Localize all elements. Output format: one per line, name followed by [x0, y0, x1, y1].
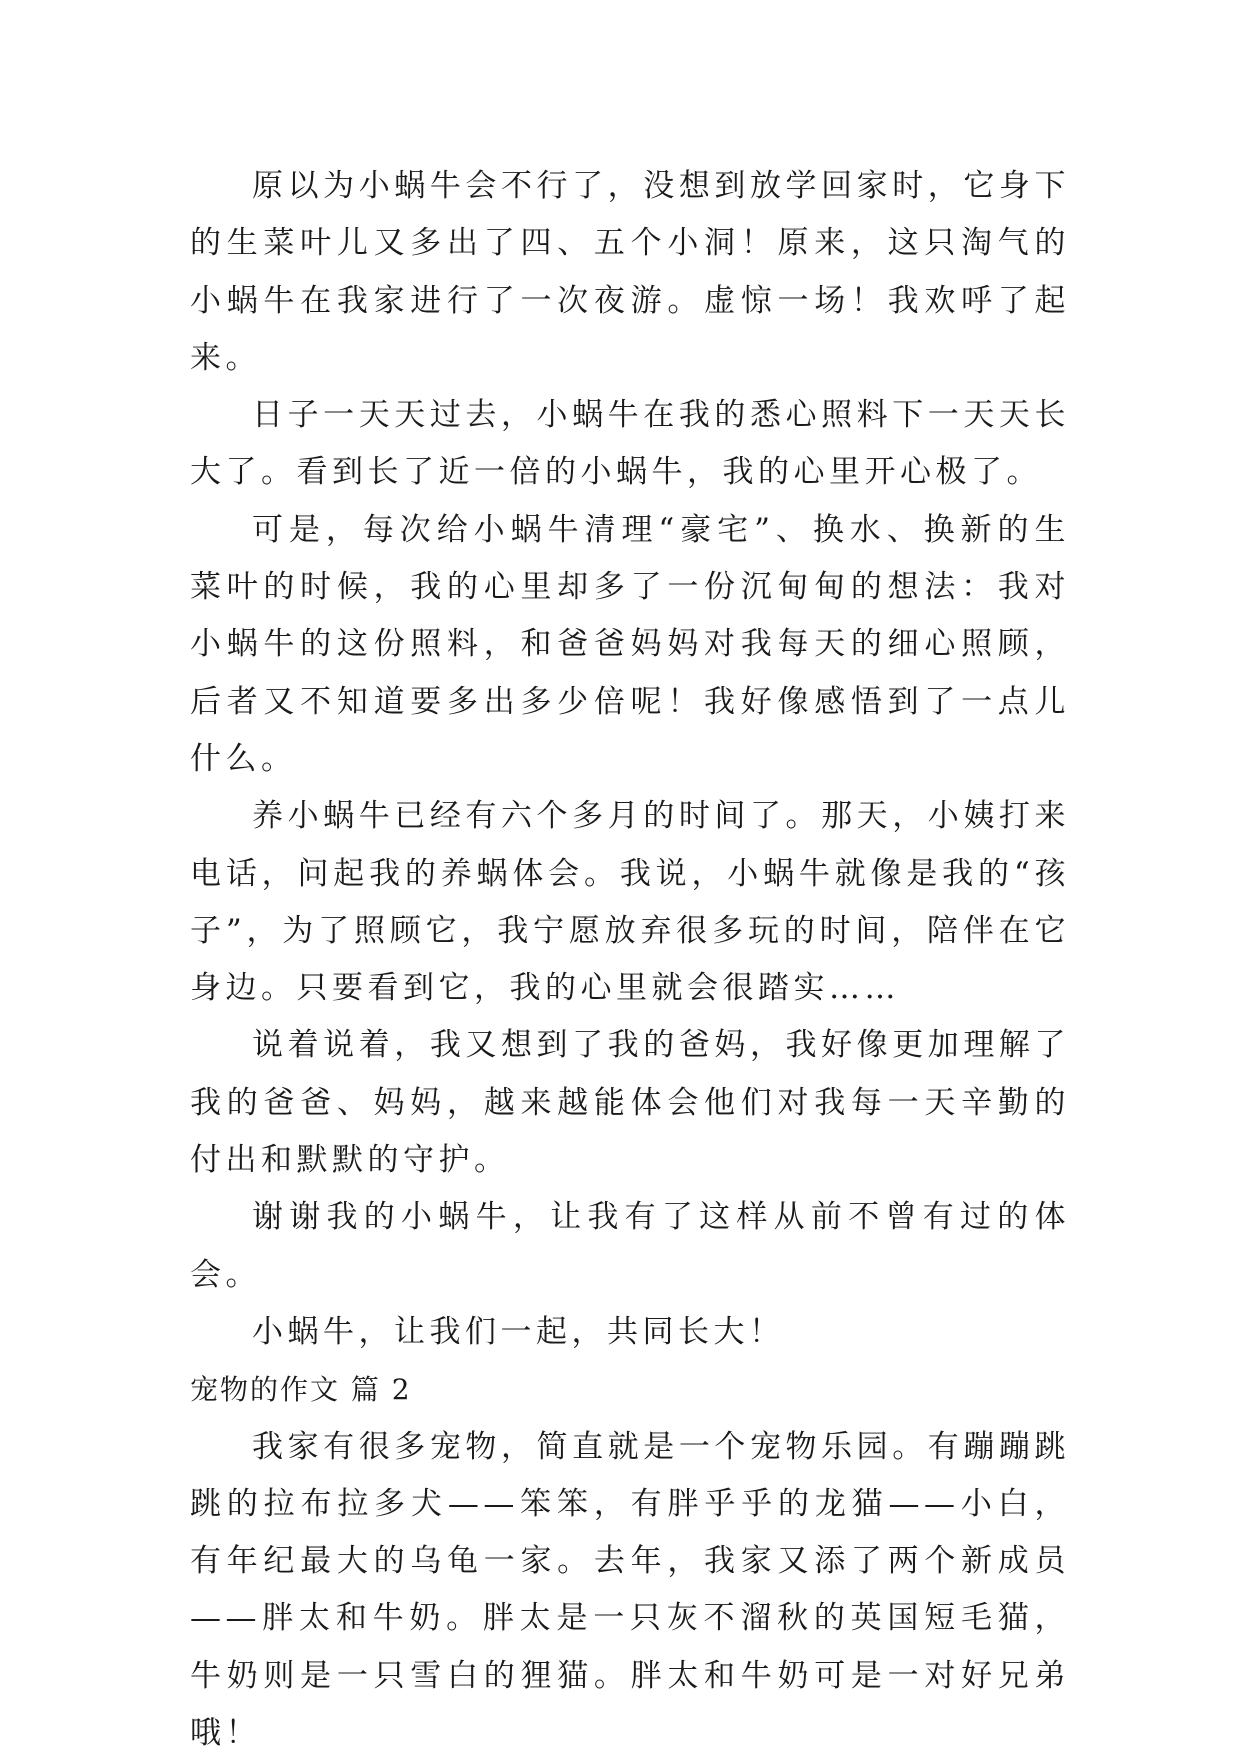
paragraph-grow-together: 小蜗牛，让我们一起，共同长大！ — [252, 1313, 785, 1350]
paragraph-pet-park: 我家有很多宠物，简直就是一个宠物乐园。有蹦蹦跳跳的拉布拉多犬——笨笨，有胖乎乎的龙猫——小白，有年纪最大的乌龟一家。去年，我家又添了两个新成员——胖太和牛奶。胖太是一只灰不溜秋的英国短毛猫，牛奶则是一只雪白的狸猫。胖太和牛奶可是一对好兄弟哦！ — [190, 1428, 1070, 1752]
paragraph-six-months: 养小蜗牛已经有六个多月的时间了。那天，小姨打来电话，问起我的养蜗体会。我说，小蜗牛就像是我的“孩子”，为了照顾它，我宁愿放弃很多玩的时间，陪伴在它身边。只要看到它，我的心里就会很踏实…… — [190, 798, 1070, 1007]
paragraph-thanks: 谢谢我的小蜗牛，让我有了这样从前不曾有过的体会。 — [190, 1199, 1070, 1293]
paragraph-night-trip: 原以为小蜗牛会不行了，没想到放学回家时，它身下的生菜叶儿又多出了四、五个小洞！原来，这只淘气的小蜗牛在我家进行了一次夜游。虚惊一场！我欢呼了起来。 — [190, 168, 1070, 376]
essay-body — [190, 158, 1070, 1762]
section-title: 宠物的作文 篇 2 — [190, 1373, 412, 1407]
paragraph-parents: 说着说着，我又想到了我的爸妈，我好像更加理解了我的爸爸、妈妈，越来越能体会他们对我每一天辛勤的付出和默默的守护。 — [190, 1027, 1070, 1179]
paragraph-growing-up: 日子一天天过去，小蜗牛在我的悉心照料下一天天长大了。看到长了近一倍的小蜗牛，我的心里开心极了。 — [190, 397, 1070, 491]
paragraph-reflection: 可是，每次给小蜗牛清理“豪宅”、换水、换新的生菜叶的时候，我的心里却多了一份沉甸甸的想法：我对小蜗牛的这份照料，和爸爸妈妈对我每天的细心照顾，后者又不知道要多出多少倍呢！我好像感悟到了一点儿什么。 — [190, 511, 1070, 777]
